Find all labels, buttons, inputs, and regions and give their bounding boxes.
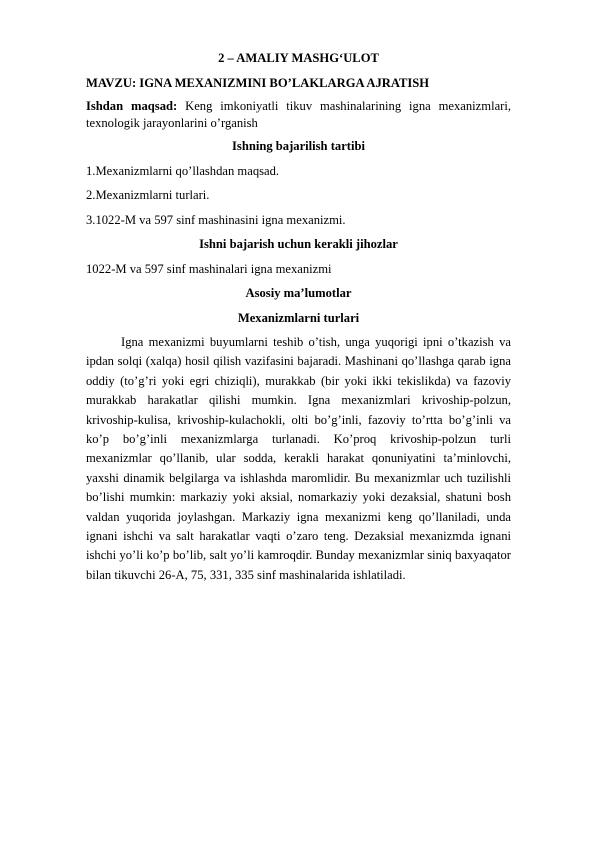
practice-heading: 2 – AMALIY MASHG‘ULOT bbox=[218, 51, 379, 65]
goal-paragraph bbox=[86, 98, 511, 132]
equipment-text: 1022-M va 597 sinf mashinalari igna mexanizmi bbox=[86, 261, 332, 276]
step-2: 2.Mexanizmlarni turlari. bbox=[86, 188, 210, 202]
main-info-title: Asosiy ma’lumotlar bbox=[245, 286, 352, 300]
types-title: Mexanizmlarni turlari bbox=[237, 310, 360, 325]
step-3: 3.1022-M va 597 sinf mashinasini igna mexanizmi. bbox=[86, 212, 346, 227]
body-paragraph: Igna mexanizmi buyumlarni teshib o’tish, unga yuqorigi ipni o’tkazish va ipdan solqi (xalqa) hosil qilish vazifasini bajaradi. Mashinani qo’llashga qarab igna oddiy (to’g’ri yoki egri chiziqli), murakkab (bir yoki ikki tekislikda) va fazoviy murakkab harakatlar qilishi mumkin. Igna mexanizmlari krivoship-polzun, krivoship-kulisa, krivoship-kulachokli, olti bo’g’inli, fazoviy to’rtta bo’g’inli va ko’p bo’g’inli mexanizmlarga turlanadi. Ko’proq krivoship-polzun turli mexanizmlar qo’llanib, ular sodda, kerakli harakat qonuniyatini ta’minlovchi, yaxshi dinamik belgilarga va ishlashda maromlidir. Bu mexanizmlar uch tuzilishli bo’lishi mumkin: markaziy yoki aksial, nomarkaziy yoki dezaksial, shatuni bosh valdan yuqorida joylashgan. Markaziy igna mexanizmi keng qo’llaniladi, unda ignani ishchi va salt harakatlar vaqti o’zaro teng. Dezaksial mexanizmda ignani ishchi yo’li ko’p bo’lib, salt yo’li kamroqdir. Bunday mexanizmlar siniq baxyaqator bilan tikuvchi 26-A, 75, 331, 335 sinf mashinalarida ishlatiladi. bbox=[86, 335, 511, 582]
equipment-title: Ishni bajarish uchun kerakli jihozlar bbox=[199, 237, 398, 251]
step-1: 1.Mexanizmlarni qo’llashdan maqsad. bbox=[86, 163, 280, 178]
procedure-title: Ishning bajarilish tartibi bbox=[232, 139, 365, 153]
goal-text: Keng imkoniyatli tikuv mashinalarining igna mexanizmlari, texnologik jarayonlarini o’rganish bbox=[86, 99, 511, 130]
goal-label: Ishdan maqsad: bbox=[86, 99, 178, 113]
topic-line: MAVZU: IGNA MEXANIZMINI BO’LAKLARGA AJRATISH bbox=[86, 75, 430, 90]
